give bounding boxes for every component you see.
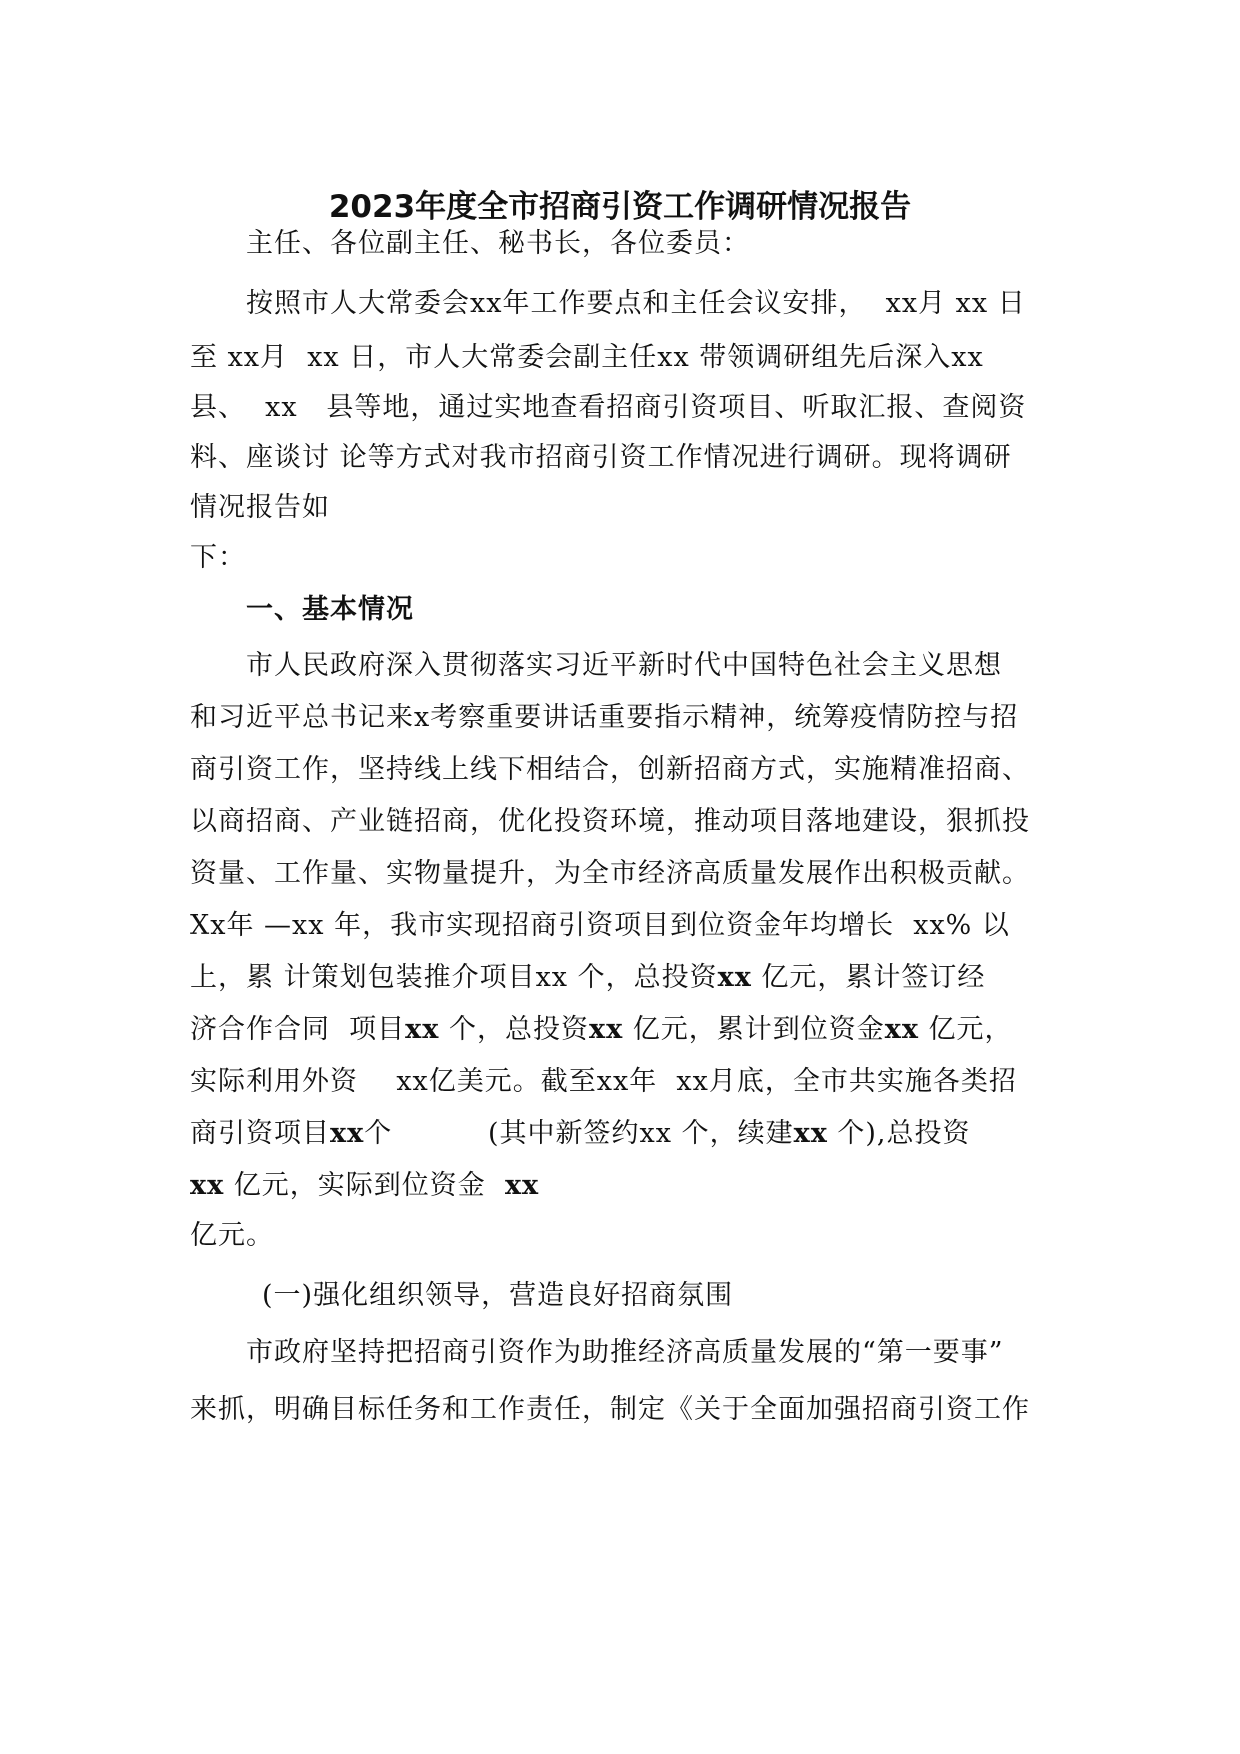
text-span: 济合作合同 项目 [190,1014,406,1045]
text-span: 亿元，累计到位资金 [623,1014,885,1045]
text-span: 商引资项目 [190,1118,330,1149]
bold-value: xx [717,962,752,993]
bold-value: xx [330,1118,365,1149]
subsection1-line-2: 来抓，明确目标任务和工作责任，制定《关于全面加强招商引资工作 [190,1394,1030,1425]
text-span: 上，累 计策划包装推介项目xx 个，总投资 [190,962,718,993]
text-span: 亿元，累计签订经 [751,962,986,993]
section1-line-7 [190,958,985,998]
bold-value: xx [504,1170,540,1201]
intro-line-5: 情况报告如 [190,492,330,523]
intro-line-1: 按照市人大常委会xx年工作要点和主任会议安排， xx月 xx 日 [246,288,1026,319]
section1-line-5: 资量、工作量、实物量提升，为全市经济高质量发展作出积极贡献。 [190,858,1030,889]
intro-line-3: 县、 xx 县等地，通过实地查看招商引资项目、听取汇报、查阅资 [190,392,1027,423]
subsection1-line-1: 市政府坚持把招商引资作为助推经济高质量发展的“第一要事” [246,1337,1004,1368]
bold-value: xx [884,1014,919,1045]
text-span: 个),总投资 [827,1118,971,1149]
section1-line-12: 亿元。 [190,1220,274,1251]
text-span: 亿元， [918,1014,1013,1045]
section1-line-4: 以商招商、产业链招商，优化投资环境，推动项目落地建设，狠抓投 [190,806,1030,837]
section1-line-6: Xx年 —xx 年，我市实现招商引资项目到位资金年均增长 xx% 以 [190,910,1010,941]
text-span: 个 (其中新签约xx 个，续建 [364,1118,794,1149]
intro-line-6: 下： [190,542,246,573]
salutation: 主任、各位副主任、秘书长，各位委员： [246,228,750,259]
text-span: 亿元，实际到位资金 [224,1170,505,1201]
intro-line-4: 料、座谈讨 论等方式对我市招商引资工作情况进行调研。现将调研 [190,442,1012,473]
intro-line-2: 至 xx月 xx 日，市人大常委会副主任xx 带领调研组先后深入xx [190,342,984,373]
section1-line-11 [190,1166,539,1206]
section1-line-9: 实际利用外资 xx亿美元。截至xx年 xx月底，全市共实施各类招 [190,1066,1017,1097]
text-span: 个，总投资 [439,1014,589,1045]
section1-line-1: 市人民政府深入贯彻落实习近平新时代中国特色社会主义思想 [246,650,1002,681]
bold-value: xx [588,1014,624,1045]
bold-value: xx [190,1170,225,1201]
section1-line-10 [190,1114,971,1154]
section1-line-8 [190,1010,1013,1050]
section-heading-basic: 一、基本情况 [246,594,414,625]
subsection-heading-1: (一)强化组织领导，营造良好招商氛围 [262,1280,734,1311]
document-title: 2023年度全市招商引资工作调研情况报告 [328,189,912,225]
bold-value: xx [405,1014,440,1045]
section1-line-2: 和习近平总书记来x考察重要讲话重要指示精神，统筹疫情防控与招 [190,702,1019,733]
bold-value: xx [793,1118,828,1149]
section1-line-3: 商引资工作，坚持线上线下相结合，创新招商方式，实施精准招商、 [190,754,1030,785]
